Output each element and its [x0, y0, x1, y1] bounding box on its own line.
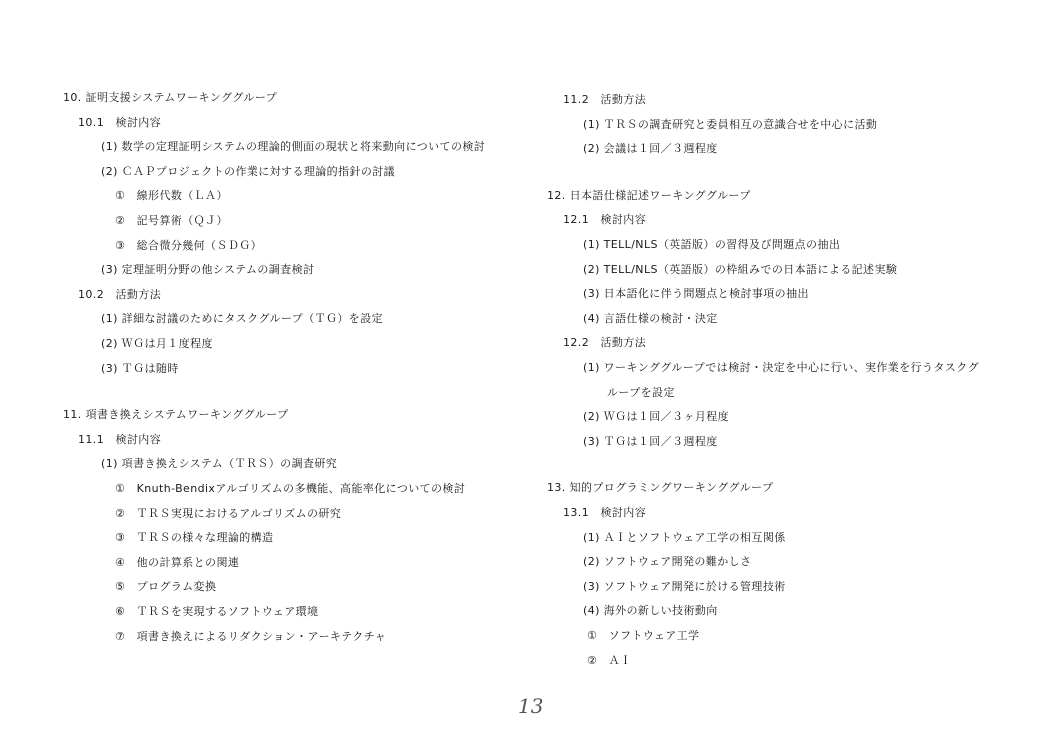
sub-list-item: ④ 他の計算系との関連 — [115, 555, 240, 569]
subsection-heading: 10.1 検討内容 — [78, 115, 162, 129]
list-item: (3) 定理証明分野の他システムの調査検討 — [101, 263, 315, 277]
list-item: (4) 海外の新しい技術動向 — [583, 604, 718, 618]
list-item: (3) ソフトウェア開発に於ける管理技術 — [583, 579, 786, 593]
sub-list-item: ② ＡＩ — [587, 653, 632, 667]
list-item: (4) 言語仕様の検討・決定 — [583, 311, 718, 325]
sub-list-item: ⑦ 項書き換えによるリダクション・アーキテクチャ — [115, 629, 387, 643]
list-item: (1) 項書き換えシステム（ＴＲＳ）の調査研究 — [101, 457, 338, 471]
list-item: (2) ＣＡＰプロジェクトの作業に対する理論的指針の討議 — [101, 164, 396, 178]
list-item: (2) ＷＧは月１度程度 — [101, 337, 213, 350]
page-number: 13 — [518, 694, 544, 718]
sub-list-item: ① Knuth-Bendixアルゴリズムの多機能、高能率化についての検討 — [115, 482, 466, 495]
section-heading: 10. 証明支援システムワーキンググループ — [63, 91, 278, 104]
list-item: (1) 数学の定理証明システムの理論的側面の現状と将来動向についての検討 — [101, 140, 486, 154]
subsection-heading: 10.2 活動方法 — [78, 287, 162, 301]
section-heading: 13. 知的プログラミングワーキンググループ — [547, 481, 774, 495]
sub-list-item: ③ ＴＲＳの様々な理論的構造 — [115, 531, 274, 545]
list-item: (2) ＷＧは１回／３ヶ月程度 — [583, 410, 730, 424]
list-item: (1) ＴＲＳの調査研究と委員相互の意識合せを中心に活動 — [583, 117, 878, 131]
list-item: (1) 詳細な討議のためにタスクグループ（ＴＧ）を設定 — [101, 312, 383, 326]
list-item: (2) TELL/NLS（英語版）の枠組みでの日本語による記述実験 — [583, 262, 898, 276]
subsection-heading: 12.1 検討内容 — [563, 213, 647, 227]
subsection-heading: 11.1 検討内容 — [78, 432, 162, 446]
subsection-heading: 13.1 検討内容 — [563, 506, 647, 519]
list-item: (2) ソフトウェア開発の難かしさ — [583, 555, 752, 569]
sub-list-item: ① ソフトウェア工学 — [587, 629, 700, 642]
list-item: (3) ＴＧは随時 — [101, 361, 179, 375]
list-item: (2) 会議は１回／３週程度 — [583, 142, 718, 156]
sub-list-item: ⑤ プログラム変換 — [115, 580, 217, 594]
section-heading: 11. 項書き換えシステムワーキンググループ — [63, 408, 289, 422]
section-heading: 12. 日本語仕様記述ワーキンググループ — [547, 188, 751, 202]
list-item: (1) ワーキンググループでは検討・決定を中心に行い、実作業を行うタスクグ — [583, 361, 979, 374]
list-item: (1) TELL/NLS（英語版）の習得及び問題点の抽出 — [583, 238, 841, 251]
sub-list-item: ② 記号算術（ＱＪ） — [115, 214, 228, 227]
list-item: (3) 日本語化に伴う問題点と検討事項の抽出 — [583, 287, 809, 301]
sub-list-item: ⑥ ＴＲＳを実現するソフトウェア環境 — [115, 605, 319, 618]
list-item: (3) ＴＧは１回／３週程度 — [583, 434, 718, 448]
sub-list-item: ① 線形代数（ＬＡ） — [115, 189, 228, 203]
subsection-heading: 12.2 活動方法 — [563, 336, 647, 350]
sub-list-item: ③ 総合微分幾何（ＳＤＧ） — [115, 238, 263, 252]
list-item-continuation: ループを設定 — [607, 385, 675, 399]
list-item: (1) ＡＩとソフトウェア工学の相互関係 — [583, 530, 786, 544]
sub-list-item: ② ＴＲＳ実現におけるアルゴリズムの研究 — [115, 506, 342, 520]
subsection-heading: 11.2 活動方法 — [563, 93, 647, 106]
